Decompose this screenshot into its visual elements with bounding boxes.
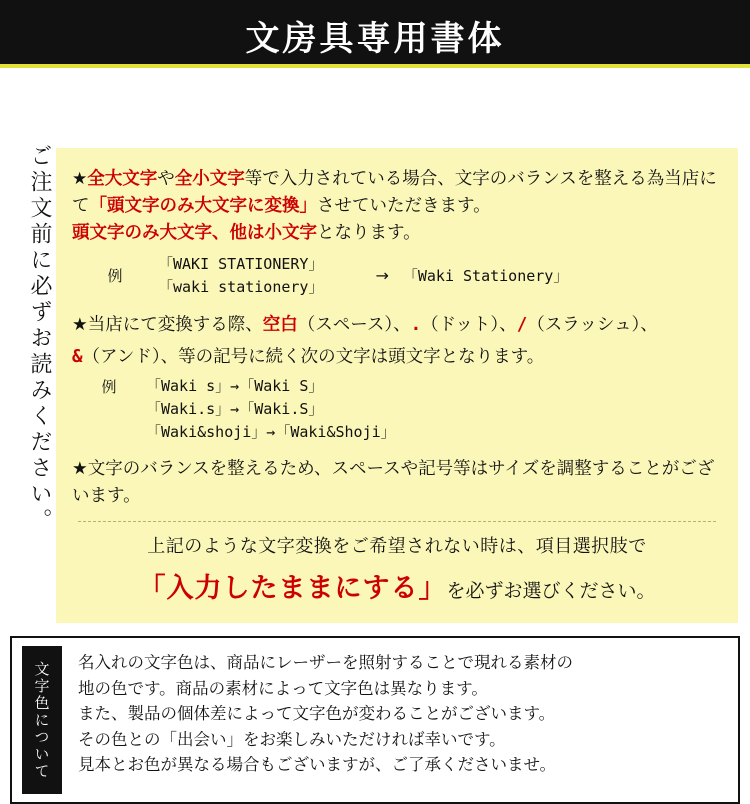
rule-2-amp-word: &: [72, 346, 83, 367]
rule-1-seg8: となります。: [317, 223, 421, 244]
rule-2-text-d: （スラッシュ）、: [527, 315, 658, 336]
notice-panel: [56, 148, 738, 623]
rule-2-slash-word: /: [516, 315, 528, 336]
rule-1-seg5: 「頭文字のみ大文字に変換」: [89, 196, 317, 217]
color-note-line: 名入れの文字色は、商品にレーザーを照射することで現れる素材の: [78, 653, 573, 672]
rule-2-text-c: （ドット）、: [421, 315, 517, 336]
rule-2-paragraph-cont: [72, 344, 722, 371]
rule-2-paragraph: [72, 312, 722, 339]
rule-1-seg6: させていただきます。: [317, 196, 491, 217]
rule-2-dot-word: .: [410, 315, 422, 336]
color-note-line: また、製品の個体差によって文字色が変わることがございます。: [78, 704, 556, 724]
rule-2-text-a: 当店にて変換する際、: [87, 315, 263, 336]
example-2-row: 「Waki.s」→「Waki.S」: [146, 399, 324, 418]
bullet-star-icon-3: ★: [72, 459, 88, 480]
rule-3-paragraph: [72, 456, 722, 509]
closing-tail: を必ずお選びください。: [446, 579, 656, 602]
example-1-input-lower: 「waki stationery」: [158, 277, 324, 296]
color-note-label: 文字色について: [22, 646, 62, 794]
example-2-row: 「Waki&shoji」→「Waki&Shoji」: [146, 423, 396, 442]
example-1-inputs: [158, 253, 323, 298]
example-1-label: 例: [107, 267, 123, 286]
rule-3-text: 文字のバランスを整えるため、スペースや記号等はサイズを調整することがございます。: [72, 459, 715, 506]
example-1: [72, 253, 722, 298]
example-2-row: 「Waki s」→「Waki S」: [146, 376, 324, 395]
example-2-rows: [146, 375, 396, 445]
page-body: [0, 68, 750, 780]
example-1-output: 「Waki Stationery」: [402, 267, 569, 286]
page-header: [0, 0, 750, 68]
color-note-line: 見本とお色が異なる場合もございますが、ご了承くださいませ。: [78, 755, 557, 775]
rule-2-text-b: （スペース）、: [297, 315, 411, 336]
dashed-divider: [78, 521, 716, 522]
closing-line-1: 上記のような文字変換をご希望されない時は、項目選択肢で: [147, 535, 647, 557]
rule-2-space-word: 空白: [262, 315, 298, 336]
example-1-input-upper: 「WAKI STATIONERY」: [158, 255, 324, 274]
vertical-side-note: ご注文前に必ずお読みください。: [27, 144, 52, 534]
arrow-right-icon: →: [375, 266, 389, 286]
rule-1-seg3: 全小文字: [174, 169, 245, 189]
rule-1-seg7: 頭文字のみ大文字、他は小文字: [72, 223, 317, 244]
bullet-star-icon: ★: [72, 169, 88, 189]
rule-1-seg1: 全大文字: [87, 169, 158, 189]
color-note-line: 地の色です。商品の素材によって文字色は異なります。: [78, 678, 488, 698]
example-2: [72, 375, 722, 445]
example-2-label: 例: [101, 377, 117, 396]
color-note-line: その色との「出会い」をお楽しみいただければ幸いです。: [78, 729, 506, 749]
closing-emphasis: 「入力したままにする」: [138, 572, 447, 604]
rule-1-seg2: や: [157, 169, 175, 189]
page-title: 文房具専用書体: [245, 19, 505, 59]
rule-1-seg4: 等で入力されている場合、文字のバランスを整える為当店にて: [72, 169, 717, 217]
closing-line-2: [72, 566, 722, 605]
color-note-box: [10, 636, 740, 804]
bullet-star-icon-2: ★: [72, 315, 88, 336]
color-note-text: [62, 638, 738, 802]
rule-2-text-e: （アンド）、等の記号に続く次の文字は頭文字となります。: [82, 346, 545, 367]
rule-1-paragraph: [72, 166, 722, 247]
